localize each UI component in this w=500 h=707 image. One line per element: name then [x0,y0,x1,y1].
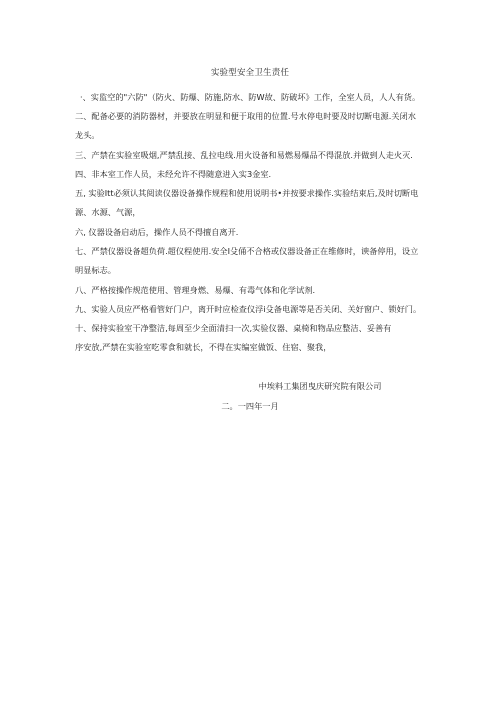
rule-line-8: 八、严格按操作规范使用、管理身燃、易爆、有毒气体和化学试剂. [75,285,316,295]
rule-line-9: 九、实验人员应严格看管好门户，离开时应检查仪浮i殳备电源等是否关闭、关好窗户、锁好门。 [75,304,422,314]
rule-line-7-cont: 明显标志。 [75,265,116,275]
rule-line-2: 二、配备必要的消防器材，并要放在明显和便于取用的位置.号水停电时要及时切断电源.关闭水 [75,111,416,121]
document-date: 二。一四年一月 [221,401,279,411]
rule-line-3: 三、产禁在实验室吸烟,严禁乱接、乱拉电线.用火设备和易燃易爆品不得混放.并做到人走火灭. [75,150,413,160]
rule-line-2-cont: 龙头。 [75,130,100,140]
rule-line-4: 四、非本室工作人员，未经允许不得随意进入实3金室. [75,169,272,179]
organization-name: 中埃料工集团曳庆研究院有限公司 [258,381,382,391]
document-title: 实验型安全卫生责任 [210,68,290,78]
rule-line-5-cont: 源、水源、气源， [75,207,141,217]
rule-line-10: 十、保持实验室干净整洁,每周至少全面清扫一次,实验仪器、桌椅和物品应整洁、妥善有 [75,323,392,333]
rule-line-6: 六, 仪器设备启动后，操作人员不得擅自离开. [75,227,239,237]
rule-line-1: ·、实监空的"六防"（防火、防爆、防施,防水、防W故、防破坏》工作，全室人员，人人有货。 [80,92,421,102]
rule-line-7: 七、严禁仪器设备超负荷.超仪程使用.安全I殳俑不合格或仪器设备正在维修时，谀备停用，设立 [75,246,419,256]
rule-line-5: 五, 实验Itt必须认其阅读仪器设备操作规程和使用说明书•并按要求操作.实验结束后,及时切断电 [75,188,419,198]
rule-line-10-cont: 序安放,严禁在实验室吃零食和就长，不得在实编室做饭、住宿、聚我， [75,342,332,352]
